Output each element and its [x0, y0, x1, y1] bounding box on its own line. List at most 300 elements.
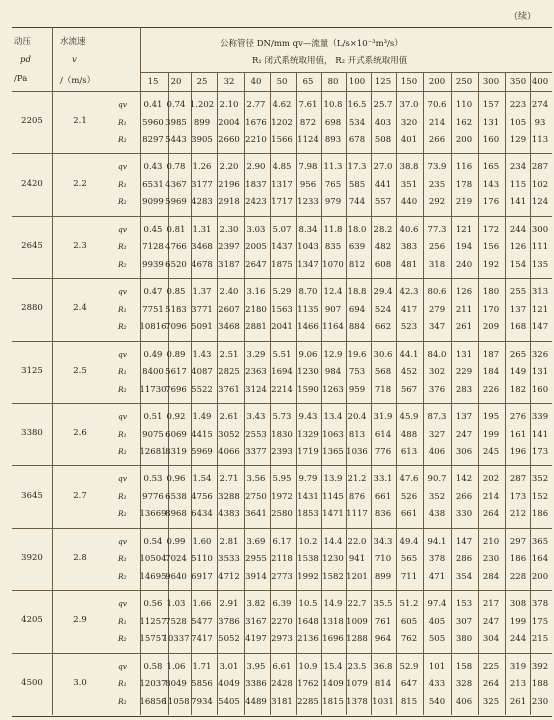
table-cell: 73.9 [427, 162, 447, 173]
row-key: qv [118, 100, 128, 109]
table-cell: 23.5 [347, 661, 367, 672]
table-cell: 1875 [271, 259, 293, 270]
table-cell: 8968 [165, 509, 187, 520]
table-cell: 160 [482, 135, 500, 145]
group-pd: 2880 [21, 303, 43, 314]
grid-hline [12, 91, 552, 92]
table-cell: 264 [482, 509, 500, 520]
table-cell: 35.5 [373, 599, 393, 610]
table-cell: 217 [482, 599, 500, 610]
table-cell: 14695 [139, 571, 167, 582]
table-cell: 12.9 [323, 349, 343, 360]
table-cell: 1830 [271, 429, 293, 440]
group-pd: 4205 [21, 615, 43, 626]
table-cell: 2825 [218, 367, 240, 378]
table-cell: 1466 [297, 322, 319, 333]
table-cell: 22.7 [347, 599, 367, 610]
table-cell: 7417 [191, 634, 213, 645]
table-cell: 70.6 [427, 100, 447, 110]
table-cell: 6.39 [272, 599, 292, 610]
table-cell: 1.37 [192, 287, 212, 298]
table-cell: 2363 [245, 367, 267, 378]
table-cell: 170 [482, 304, 500, 315]
group-velocity: 2.4 [73, 303, 87, 314]
table-cell: 265 [509, 349, 527, 360]
table-cell: 3905 [191, 135, 213, 145]
table-cell: 526 [400, 491, 418, 502]
grid-hline [12, 465, 552, 466]
row-key: qv [118, 599, 128, 609]
table-cell: 567 [400, 384, 418, 395]
table-cell: 115 [509, 179, 527, 190]
table-cell: 165 [482, 162, 500, 173]
table-cell: 1347 [297, 259, 319, 270]
table-cell: 10816 [139, 322, 167, 333]
table-cell: 1318 [322, 616, 344, 627]
table-cell: 1.49 [192, 412, 212, 422]
table-cell: 0.74 [166, 100, 186, 110]
table-cell: 199 [482, 429, 500, 440]
table-cell: 0.47 [143, 287, 163, 298]
table-cell: 19.6 [347, 349, 367, 360]
table-cell: 2918 [218, 197, 240, 208]
header-v-symbol: v [72, 55, 77, 65]
table-cell: 47.6 [399, 474, 419, 485]
table-cell: 899 [193, 117, 211, 128]
table-cell: 471 [428, 571, 446, 582]
header-pd-unit: /Pa [14, 74, 28, 84]
table-cell: 1538 [297, 554, 319, 565]
table-cell: 214 [428, 117, 446, 128]
group-pd: 4500 [21, 677, 43, 688]
table-cell: 1590 [297, 384, 319, 395]
row-key: R₂ [118, 634, 127, 644]
table-cell: 52.9 [399, 661, 419, 672]
table-cell: 11.3 [323, 162, 343, 173]
table-cell: 10.9 [298, 661, 318, 672]
group-pd: 3645 [21, 490, 43, 501]
group-pd: 3380 [21, 428, 43, 439]
table-cell: 279 [428, 304, 446, 315]
grid-hline [12, 403, 552, 404]
table-cell: 135 [531, 259, 549, 270]
table-cell: 979 [324, 197, 342, 208]
group-velocity: 3.0 [73, 677, 87, 688]
table-cell: 4087 [191, 367, 213, 378]
grid-hline [12, 528, 552, 529]
table-cell: 124 [531, 197, 549, 208]
table-cell: 1329 [297, 429, 319, 440]
table-cell: 129 [509, 135, 527, 145]
row-key: R₂ [118, 135, 127, 144]
table-cell: 10504 [139, 554, 167, 565]
table-cell: 523 [400, 322, 418, 333]
table-cell: 4.62 [272, 100, 292, 110]
table-cell: 2397 [218, 242, 240, 253]
table-cell: 97.4 [427, 599, 447, 610]
group-velocity: 2.3 [73, 241, 87, 251]
row-key: qv [118, 661, 128, 671]
table-cell: 9939 [142, 259, 164, 270]
table-cell: 158 [455, 661, 473, 672]
table-cell: 230 [482, 554, 500, 565]
table-cell: 406 [455, 696, 473, 707]
row-key: R₁ [118, 679, 127, 689]
grid-hline [12, 590, 552, 591]
diameter-label: 50 [276, 77, 288, 87]
table-cell: 11.8 [323, 224, 343, 235]
table-cell: 876 [348, 491, 366, 502]
table-cell: 186 [531, 509, 549, 520]
diameter-label: 100 [348, 77, 366, 87]
row-key: R₁ [118, 367, 127, 377]
table-cell: 2881 [245, 322, 267, 333]
table-cell: 0.56 [143, 599, 163, 610]
table-cell: 884 [348, 322, 366, 333]
table-cell: 256 [428, 242, 446, 253]
table-cell: 678 [348, 135, 366, 145]
table-cell: 3533 [218, 554, 240, 565]
table-cell: 698 [324, 117, 342, 128]
table-cell: 5443 [165, 135, 187, 145]
table-cell: 5617 [165, 367, 187, 378]
row-key: R₂ [118, 509, 127, 519]
table-cell: 4766 [165, 242, 187, 253]
table-cell: 2041 [271, 322, 293, 333]
table-cell: 7096 [165, 322, 187, 333]
table-cell: 4066 [218, 447, 240, 457]
table-cell: 0.43 [143, 162, 163, 173]
table-cell: 87.3 [427, 412, 447, 422]
table-cell: 0.96 [166, 474, 186, 485]
table-cell: 1.06 [166, 661, 186, 672]
table-cell: 3.69 [246, 536, 266, 547]
table-cell: 36.8 [373, 661, 393, 672]
group-velocity: 2.6 [73, 428, 87, 439]
table-cell: 482 [374, 242, 392, 253]
table-cell: 12037 [139, 679, 167, 690]
table-cell: 126 [455, 287, 473, 298]
table-cell: 401 [400, 135, 418, 145]
table-cell: 319 [509, 661, 527, 672]
table-cell: 959 [348, 384, 366, 395]
table-cell: 8049 [165, 679, 187, 690]
table-cell: 0.45 [143, 224, 163, 235]
table-cell: 31.9 [373, 412, 393, 422]
group-velocity: 2.7 [73, 490, 87, 501]
table-cell: 376 [428, 384, 446, 395]
table-cell: 292 [428, 197, 446, 208]
table-cell: 4415 [191, 429, 213, 440]
table-cell: 12681 [139, 447, 167, 457]
table-cell: 2.90 [246, 162, 266, 173]
table-cell: 186 [509, 554, 527, 565]
table-cell: 0.85 [166, 287, 186, 298]
continued-label: （续） [508, 12, 536, 22]
table-cell: 3.29 [246, 349, 266, 360]
table-cell: 142 [455, 474, 473, 485]
table-cell: 718 [374, 384, 392, 395]
table-cell: 40.6 [399, 224, 419, 235]
table-cell: 378 [531, 599, 549, 610]
table-cell: 18.8 [347, 287, 367, 298]
table-cell: 1117 [346, 509, 368, 520]
table-cell: 2660 [218, 135, 240, 145]
table-cell: 481 [400, 259, 418, 270]
table-cell: 3.95 [246, 661, 266, 672]
row-key: qv [118, 412, 128, 421]
table-cell: 438 [428, 509, 446, 520]
table-cell: 49.4 [399, 536, 419, 547]
table-cell: 2.30 [219, 224, 239, 235]
table-cell: 113 [531, 135, 549, 145]
table-cell: 352 [428, 491, 446, 502]
table-cell: 568 [374, 367, 392, 378]
table-cell: 8297 [142, 135, 164, 145]
row-key: R₁ [118, 616, 127, 626]
table-cell: 3761 [218, 384, 240, 395]
table-cell: 1365 [322, 447, 344, 457]
row-key: R₂ [118, 384, 127, 394]
table-cell: 143 [482, 179, 500, 190]
table-cell: 11058 [162, 696, 190, 707]
row-key: R₁ [118, 179, 127, 189]
table-cell: 378 [428, 554, 446, 565]
table-cell: 306 [455, 447, 473, 457]
table-cell: 5969 [165, 197, 187, 208]
table-cell: 1853 [297, 509, 319, 520]
table-cell: 608 [374, 259, 392, 270]
table-cell: 1288 [346, 634, 368, 645]
table-cell: 3.56 [246, 474, 266, 485]
table-cell: 3124 [245, 384, 267, 395]
table-cell: 192 [482, 259, 500, 270]
table-cell: 3.43 [246, 412, 266, 422]
table-cell: 7.98 [298, 162, 318, 173]
table-cell: 4049 [218, 679, 240, 690]
table-cell: 10337 [162, 634, 190, 645]
table-cell: 365 [531, 536, 549, 547]
header-v-unit: /（m/s） [60, 76, 96, 86]
table-cell: 121 [455, 224, 473, 235]
table-cell: 6520 [165, 259, 187, 270]
table-cell: 255 [509, 287, 527, 298]
table-cell: 8400 [142, 367, 164, 378]
table-cell: 8.70 [298, 287, 318, 298]
table-cell: 1009 [346, 616, 368, 627]
table-cell: 761 [374, 616, 392, 627]
group-pd: 3920 [21, 553, 43, 563]
table-cell: 9075 [142, 429, 164, 440]
table-cell: 214 [482, 491, 500, 502]
table-cell: 0.51 [143, 412, 163, 422]
table-cell: 1230 [297, 367, 319, 378]
table-cell: 639 [348, 242, 366, 253]
table-cell: 111 [531, 242, 549, 253]
table-cell: 152 [531, 491, 549, 502]
table-cell: 30.6 [373, 349, 393, 360]
table-cell: 6531 [142, 179, 164, 190]
table-cell: 5052 [218, 634, 240, 645]
table-cell: 261 [455, 322, 473, 333]
table-cell: 33.1 [373, 474, 393, 485]
table-cell: 16.5 [347, 100, 367, 110]
table-cell: 1.66 [192, 599, 212, 610]
diameter-label: 25 [196, 77, 208, 87]
table-cell: 1378 [346, 696, 368, 707]
table-cell: 3167 [245, 616, 267, 627]
table-cell: 605 [400, 616, 418, 627]
table-cell: 2.51 [219, 349, 239, 360]
table-cell: 5969 [191, 447, 213, 457]
row-key: R₂ [118, 571, 127, 581]
group-pd: 2645 [21, 241, 43, 251]
table-cell: 1696 [322, 634, 344, 645]
table-cell: 1437 [271, 242, 293, 253]
table-cell: 383 [400, 242, 418, 253]
table-cell: 2.81 [219, 536, 239, 547]
table-cell: 403 [374, 117, 392, 128]
table-cell: 0.89 [166, 349, 186, 360]
row-key: R₂ [118, 696, 127, 706]
grid-hline [12, 341, 552, 342]
table-cell: 2004 [218, 117, 240, 128]
table-cell: 244 [509, 224, 527, 235]
table-cell: 3468 [191, 242, 213, 253]
table-cell: 184 [482, 367, 500, 378]
table-cell: 9.79 [298, 474, 318, 485]
table-cell: 3.01 [219, 661, 239, 672]
table-cell: 110 [455, 100, 473, 110]
table-cell: 1.03 [166, 599, 186, 610]
table-cell: 94.1 [427, 536, 447, 547]
table-cell: 11730 [139, 384, 167, 395]
table-cell: 38.8 [399, 162, 419, 173]
table-cell: 1471 [322, 509, 344, 520]
table-cell: 5183 [165, 304, 187, 315]
table-cell: 266 [455, 491, 473, 502]
table-cell: 2423 [245, 197, 267, 208]
table-cell: 18.0 [347, 224, 367, 235]
diameter-label: 32 [223, 77, 235, 87]
table-cell: 3377 [245, 447, 267, 457]
table-cell: 326 [531, 349, 549, 360]
table-cell: 302 [428, 367, 446, 378]
table-cell: 956 [299, 179, 317, 190]
table-cell: 814 [374, 679, 392, 690]
table-cell: 154 [509, 259, 527, 270]
table-cell: 5.29 [272, 287, 292, 298]
table-cell: 327 [428, 429, 446, 440]
table-cell: 164 [531, 554, 549, 565]
group-pd: 3125 [21, 365, 43, 376]
table-cell: 209 [482, 322, 500, 333]
table-cell: 5405 [218, 696, 240, 707]
table-cell: 5.51 [272, 349, 292, 360]
row-key: R₁ [118, 304, 127, 314]
table-cell: 147 [455, 536, 473, 547]
table-cell: 27.0 [373, 162, 393, 173]
table-cell: 10.8 [323, 100, 343, 110]
table-cell: 1.71 [192, 661, 212, 672]
table-cell: 199 [509, 616, 527, 627]
table-cell: 2196 [218, 179, 240, 190]
table-cell: 2973 [271, 634, 293, 645]
table-cell: 6538 [165, 491, 187, 502]
row-key: qv [118, 287, 128, 297]
table-cell: 3786 [218, 616, 240, 627]
row-key: R₁ [118, 117, 127, 127]
table-cell: 234 [509, 162, 527, 173]
table-cell: 7751 [142, 304, 164, 315]
table-cell: 226 [482, 384, 500, 395]
table-cell: 182 [509, 384, 527, 395]
table-cell: 2.71 [219, 474, 239, 485]
table-cell: 287 [531, 162, 549, 173]
table-cell: 0.41 [143, 100, 163, 110]
table-cell: 10.5 [298, 599, 318, 610]
table-cell: 308 [509, 599, 527, 610]
diameter-label: 250 [455, 77, 473, 87]
table-cell: 3468 [218, 322, 240, 333]
row-key: R₂ [118, 447, 127, 456]
table-cell: 229 [455, 367, 473, 378]
table-cell: 1230 [322, 554, 344, 565]
group-pd: 2420 [21, 178, 43, 189]
table-cell: 4197 [245, 634, 267, 645]
table-cell: 200 [531, 571, 549, 582]
table-cell: 1263 [322, 384, 344, 395]
table-cell: 352 [531, 474, 549, 485]
group-pd: 2205 [21, 116, 43, 127]
table-cell: 2285 [297, 696, 319, 707]
table-cell: 1694 [271, 367, 293, 378]
table-cell: 557 [374, 197, 392, 208]
table-cell: 3.82 [246, 599, 266, 610]
table-cell: 1079 [346, 679, 368, 690]
table-cell: 14.9 [323, 599, 343, 610]
table-cell: 25.7 [373, 100, 393, 110]
table-cell: 964 [374, 634, 392, 645]
grid-hline [12, 153, 552, 154]
table-cell: 2.91 [219, 599, 239, 610]
table-cell: 941 [348, 554, 366, 565]
table-cell: 93 [534, 117, 546, 128]
table-cell: 44.1 [399, 349, 419, 360]
table-cell: 1648 [297, 616, 319, 627]
table-cell: 1070 [322, 259, 344, 270]
table-cell: 37.0 [399, 100, 419, 110]
table-cell: 4489 [245, 696, 267, 707]
table-cell: 647 [400, 679, 418, 690]
row-key: qv [118, 474, 128, 484]
table-cell: 9776 [142, 491, 164, 502]
group-velocity: 2.2 [73, 178, 87, 189]
table-cell: 7128 [142, 242, 164, 253]
table-cell: 3187 [218, 259, 240, 270]
table-cell: 1972 [271, 491, 293, 502]
table-cell: 15757 [139, 634, 167, 645]
table-cell: 10.2 [298, 536, 318, 547]
table-cell: 195 [482, 412, 500, 422]
table-cell: 173 [509, 491, 527, 502]
table-cell: 20.4 [347, 412, 367, 422]
diameter-label: 40 [250, 77, 262, 87]
table-cell: 210 [482, 536, 500, 547]
table-cell: 320 [400, 117, 418, 128]
table-cell: 661 [374, 491, 392, 502]
diameter-label: 20 [170, 77, 182, 87]
